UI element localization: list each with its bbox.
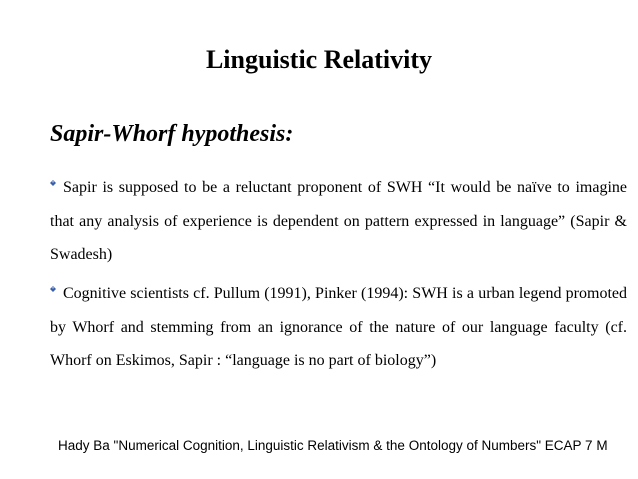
slide-title: Linguistic Relativity — [205, 45, 433, 74]
bullet-item-2 — [50, 277, 627, 378]
slide-subtitle: Sapir-Whorf hypothesis: — [50, 121, 294, 147]
bullet-text-2: Cognitive scientists cf. Pullum (1991), Pinker (1994): SWH is a urban legend promoted by Whorf and stemming from an ignorance of the nature of our language faculty (cf. Whorf on Eskimos, Sapir : “language is no part of biology”) — [50, 285, 627, 369]
slide-footer: Hady Ba "Numerical Cognition, Linguistic Relativism & the Ontology of Numbers" ECAP 7 M — [58, 438, 608, 453]
diamond-bullet-icon — [50, 286, 56, 292]
diamond-bullet-icon — [50, 180, 56, 186]
bullet-text-1: Sapir is supposed to be a reluctant proponent of SWH “It would be naïve to imagine that any analysis of experience is dependent on pattern expressed in language” (Sapir & Swadesh) — [50, 179, 627, 263]
bullet-item-1 — [50, 171, 627, 272]
